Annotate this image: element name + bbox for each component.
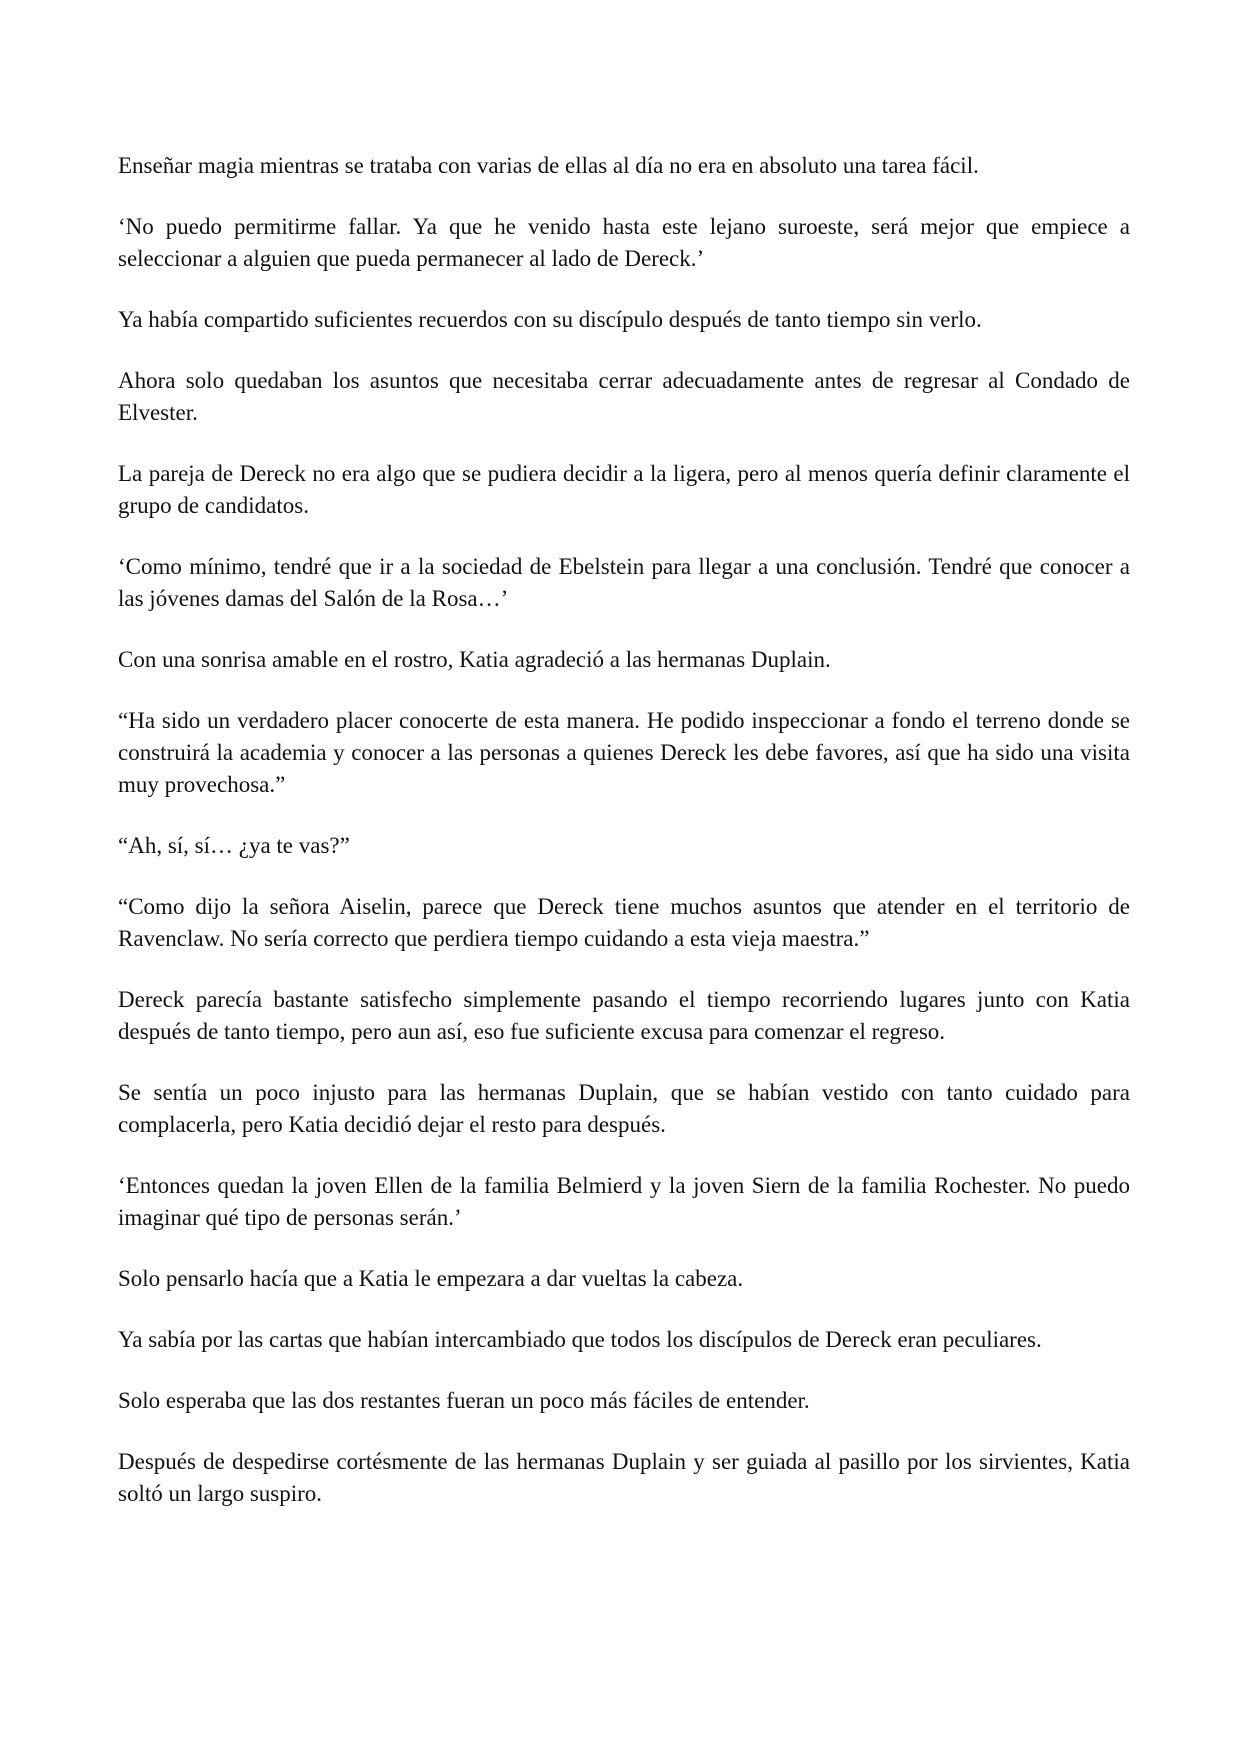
paragraph: ‘No puedo permitirme fallar. Ya que he venido hasta este lejano suroeste, será mejor que empiece a seleccionar a alguien que pueda permanecer al lado de Dereck.’	[118, 214, 1130, 271]
paragraph: ‘Entonces quedan la joven Ellen de la familia Belmierd y la joven Siern de la familia Rochester. No puedo imaginar qué tipo de personas serán.’	[118, 1173, 1130, 1230]
paragraph: “Ha sido un verdadero placer conocerte de esta manera. He podido inspeccionar a fondo el terreno donde se construirá la academia y conocer a las personas a quienes Dereck les debe favores, así que ha sido una visita muy provechosa.”	[118, 708, 1130, 797]
paragraph: Ya había compartido suficientes recuerdos con su discípulo después de tanto tiempo sin verlo.	[118, 307, 982, 332]
paragraph: “Como dijo la señora Aiselin, parece que Dereck tiene muchos asuntos que atender en el territorio de Ravenclaw. No sería correcto que perdiera tiempo cuidando a esta vieja maestra.”	[118, 894, 1130, 951]
paragraph: La pareja de Dereck no era algo que se pudiera decidir a la ligera, pero al menos quería definir claramente el grupo de candidatos.	[118, 461, 1130, 518]
paragraph: Dereck parecía bastante satisfecho simplemente pasando el tiempo recorriendo lugares junto con Katia después de tanto tiempo, pero aun así, eso fue suficiente excusa para comenzar el regreso.	[118, 987, 1130, 1044]
paragraph: Solo pensarlo hacía que a Katia le empezara a dar vueltas la cabeza.	[118, 1266, 744, 1291]
paragraph: Ahora solo quedaban los asuntos que necesitaba cerrar adecuadamente antes de regresar al Condado de Elvester.	[118, 368, 1130, 425]
paragraph: Solo esperaba que las dos restantes fueran un poco más fáciles de entender.	[118, 1388, 810, 1413]
paragraph: Ya sabía por las cartas que habían intercambiado que todos los discípulos de Dereck eran peculiares.	[118, 1327, 1042, 1352]
paragraph: “Ah, sí, sí… ¿ya te vas?”	[118, 833, 350, 858]
paragraph: Enseñar magia mientras se trataba con varias de ellas al día no era en absoluto una tarea fácil.	[118, 153, 979, 178]
paragraph: Se sentía un poco injusto para las hermanas Duplain, que se habían vestido con tanto cuidado para complacerla, pero Katia decidió dejar el resto para después.	[118, 1080, 1130, 1137]
paragraph: Con una sonrisa amable en el rostro, Katia agradeció a las hermanas Duplain.	[118, 647, 831, 672]
paragraph: ‘Como mínimo, tendré que ir a la sociedad de Ebelstein para llegar a una conclusión. Tendré que conocer a las jóvenes damas del Salón de la Rosa…’	[118, 554, 1130, 611]
document-body	[118, 150, 1130, 1539]
paragraph: Después de despedirse cortésmente de las hermanas Duplain y ser guiada al pasillo por los sirvientes, Katia soltó un largo suspiro.	[118, 1449, 1130, 1506]
